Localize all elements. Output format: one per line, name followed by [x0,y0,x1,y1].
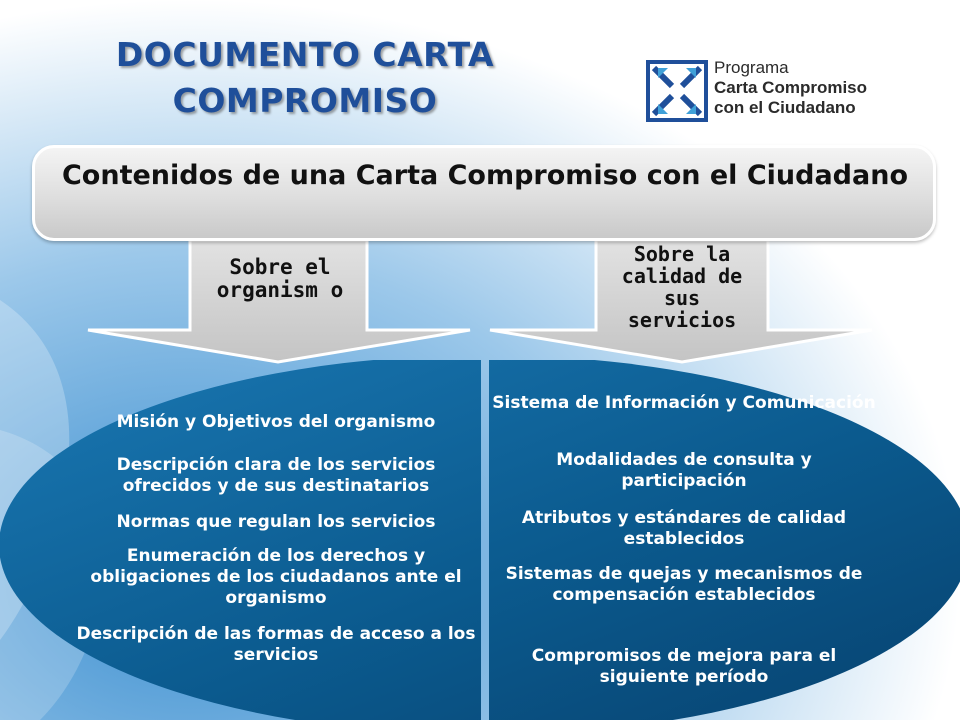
list-item: Misión y Objetivos del organismo [116,412,436,432]
list-item: Normas que regulan los servicios [116,512,436,532]
list-item: Compromisos de mejora para el siguiente período [531,646,837,687]
list-item: Sistemas de quejas y mecanismos de compensación establecidos [505,564,863,605]
logo-line-3: con el Ciudadano [714,98,856,117]
title-line-2: COMPROMISO [172,81,438,120]
logo-line-2: Carta Compromiso [714,78,868,97]
logo-line-1: Programa [714,58,789,77]
list-item: Modalidades de consulta y participación [556,450,812,491]
list-item: Descripción clara de los servicios ofrecidos y de sus destinatarios [116,455,436,496]
page-title [80,32,530,124]
list-item: Atributos y estándares de calidad establecidos [521,508,847,549]
header-title: Contenidos de una Carta Compromiso con el Ciudadano [61,160,908,191]
list-item: Sistema de Información y Comunicación [492,393,876,413]
right-arrow-label: Sobre la calidad de sus servicios [621,242,743,332]
left-arrow-label: Sobre el organism o [216,255,344,302]
list-item: Enumeración de los derechos y obligaciones de los ciudadanos ante el organismo [90,546,462,608]
logo-text [714,58,894,118]
title-line-1: DOCUMENTO CARTA [115,35,495,74]
list-item: Descripción de las formas de acceso a los servicios [76,624,476,665]
